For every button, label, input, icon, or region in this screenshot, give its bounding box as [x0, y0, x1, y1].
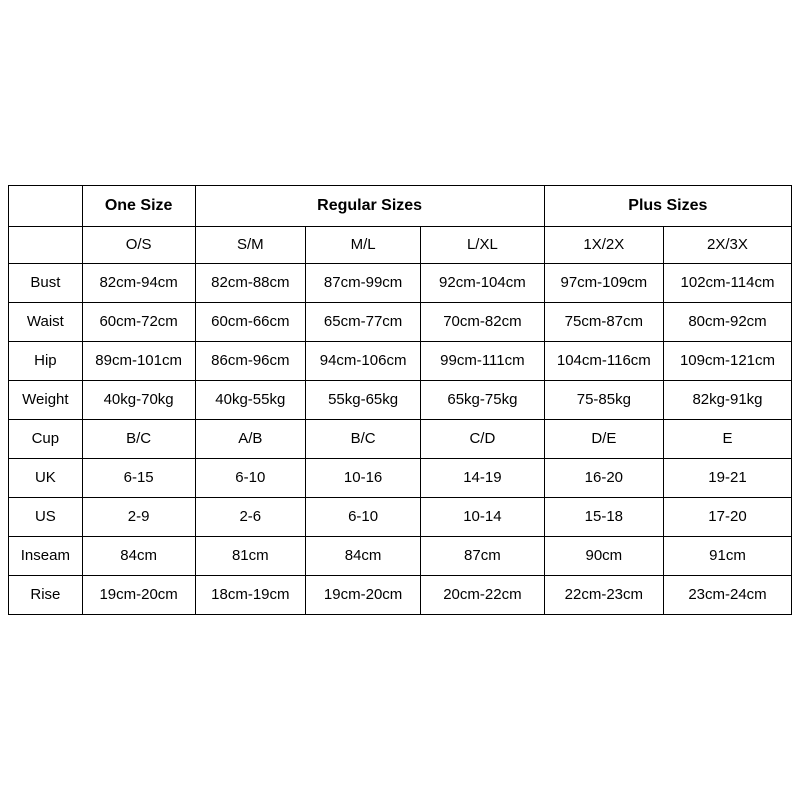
table-row	[9, 459, 792, 498]
cell-inseam-lxl: 87cm	[421, 537, 545, 576]
row-label-inseam: Inseam	[9, 537, 83, 576]
row-label-bust: Bust	[9, 264, 83, 303]
cell-us-sm: 2-6	[195, 498, 306, 537]
cell-cup-ml: B/C	[306, 420, 421, 459]
table-row	[9, 264, 792, 303]
row-label-us: US	[9, 498, 83, 537]
cell-us-ml: 6-10	[306, 498, 421, 537]
cell-hip-os: 89cm-101cm	[82, 342, 195, 381]
size-code-2x3x: 2X/3X	[663, 227, 791, 264]
row-label-cup: Cup	[9, 420, 83, 459]
cell-hip-1x2x: 104cm-116cm	[544, 342, 663, 381]
cell-weight-lxl: 65kg-75kg	[421, 381, 545, 420]
cell-weight-sm: 40kg-55kg	[195, 381, 306, 420]
cell-hip-ml: 94cm-106cm	[306, 342, 421, 381]
table-row	[9, 576, 792, 615]
row-label-waist: Waist	[9, 303, 83, 342]
cell-uk-1x2x: 16-20	[544, 459, 663, 498]
row-label-hip: Hip	[9, 342, 83, 381]
table-row	[9, 498, 792, 537]
table-body	[9, 264, 792, 615]
table-row	[9, 381, 792, 420]
size-code-sm: S/M	[195, 227, 306, 264]
cell-weight-os: 40kg-70kg	[82, 381, 195, 420]
cell-uk-os: 6-15	[82, 459, 195, 498]
cell-us-os: 2-9	[82, 498, 195, 537]
cell-inseam-1x2x: 90cm	[544, 537, 663, 576]
group-header-one-size: One Size	[82, 186, 195, 227]
cell-inseam-ml: 84cm	[306, 537, 421, 576]
cell-inseam-os: 84cm	[82, 537, 195, 576]
cell-uk-lxl: 14-19	[421, 459, 545, 498]
cell-hip-2x3x: 109cm-121cm	[663, 342, 791, 381]
size-code-os: O/S	[82, 227, 195, 264]
cell-waist-ml: 65cm-77cm	[306, 303, 421, 342]
cell-inseam-sm: 81cm	[195, 537, 306, 576]
size-code-1x2x: 1X/2X	[544, 227, 663, 264]
size-code-blank	[9, 227, 83, 264]
cell-rise-2x3x: 23cm-24cm	[663, 576, 791, 615]
cell-bust-lxl: 92cm-104cm	[421, 264, 545, 303]
cell-cup-sm: A/B	[195, 420, 306, 459]
cell-waist-1x2x: 75cm-87cm	[544, 303, 663, 342]
cell-weight-ml: 55kg-65kg	[306, 381, 421, 420]
size-code-row	[9, 227, 792, 264]
size-chart-table	[8, 185, 792, 615]
cell-hip-sm: 86cm-96cm	[195, 342, 306, 381]
cell-weight-2x3x: 82kg-91kg	[663, 381, 791, 420]
cell-us-2x3x: 17-20	[663, 498, 791, 537]
cell-bust-1x2x: 97cm-109cm	[544, 264, 663, 303]
row-label-rise: Rise	[9, 576, 83, 615]
cell-bust-sm: 82cm-88cm	[195, 264, 306, 303]
table-row	[9, 342, 792, 381]
cell-rise-ml: 19cm-20cm	[306, 576, 421, 615]
cell-waist-lxl: 70cm-82cm	[421, 303, 545, 342]
cell-bust-ml: 87cm-99cm	[306, 264, 421, 303]
cell-inseam-2x3x: 91cm	[663, 537, 791, 576]
cell-cup-2x3x: E	[663, 420, 791, 459]
row-label-uk: UK	[9, 459, 83, 498]
cell-us-1x2x: 15-18	[544, 498, 663, 537]
table-row	[9, 537, 792, 576]
table-row	[9, 303, 792, 342]
cell-cup-lxl: C/D	[421, 420, 545, 459]
cell-uk-sm: 6-10	[195, 459, 306, 498]
cell-rise-sm: 18cm-19cm	[195, 576, 306, 615]
size-code-lxl: L/XL	[421, 227, 545, 264]
group-header-plus-sizes: Plus Sizes	[544, 186, 791, 227]
table-head	[9, 186, 792, 264]
size-chart-container	[8, 185, 792, 615]
cell-bust-os: 82cm-94cm	[82, 264, 195, 303]
group-header-regular-sizes: Regular Sizes	[195, 186, 544, 227]
cell-us-lxl: 10-14	[421, 498, 545, 537]
cell-hip-lxl: 99cm-111cm	[421, 342, 545, 381]
size-code-ml: M/L	[306, 227, 421, 264]
cell-waist-2x3x: 80cm-92cm	[663, 303, 791, 342]
group-header-row	[9, 186, 792, 227]
cell-uk-ml: 10-16	[306, 459, 421, 498]
cell-rise-lxl: 20cm-22cm	[421, 576, 545, 615]
table-row	[9, 420, 792, 459]
group-header-blank	[9, 186, 83, 227]
cell-uk-2x3x: 19-21	[663, 459, 791, 498]
cell-cup-1x2x: D/E	[544, 420, 663, 459]
cell-rise-1x2x: 22cm-23cm	[544, 576, 663, 615]
row-label-weight: Weight	[9, 381, 83, 420]
cell-weight-1x2x: 75-85kg	[544, 381, 663, 420]
cell-bust-2x3x: 102cm-114cm	[663, 264, 791, 303]
cell-cup-os: B/C	[82, 420, 195, 459]
cell-rise-os: 19cm-20cm	[82, 576, 195, 615]
cell-waist-os: 60cm-72cm	[82, 303, 195, 342]
cell-waist-sm: 60cm-66cm	[195, 303, 306, 342]
